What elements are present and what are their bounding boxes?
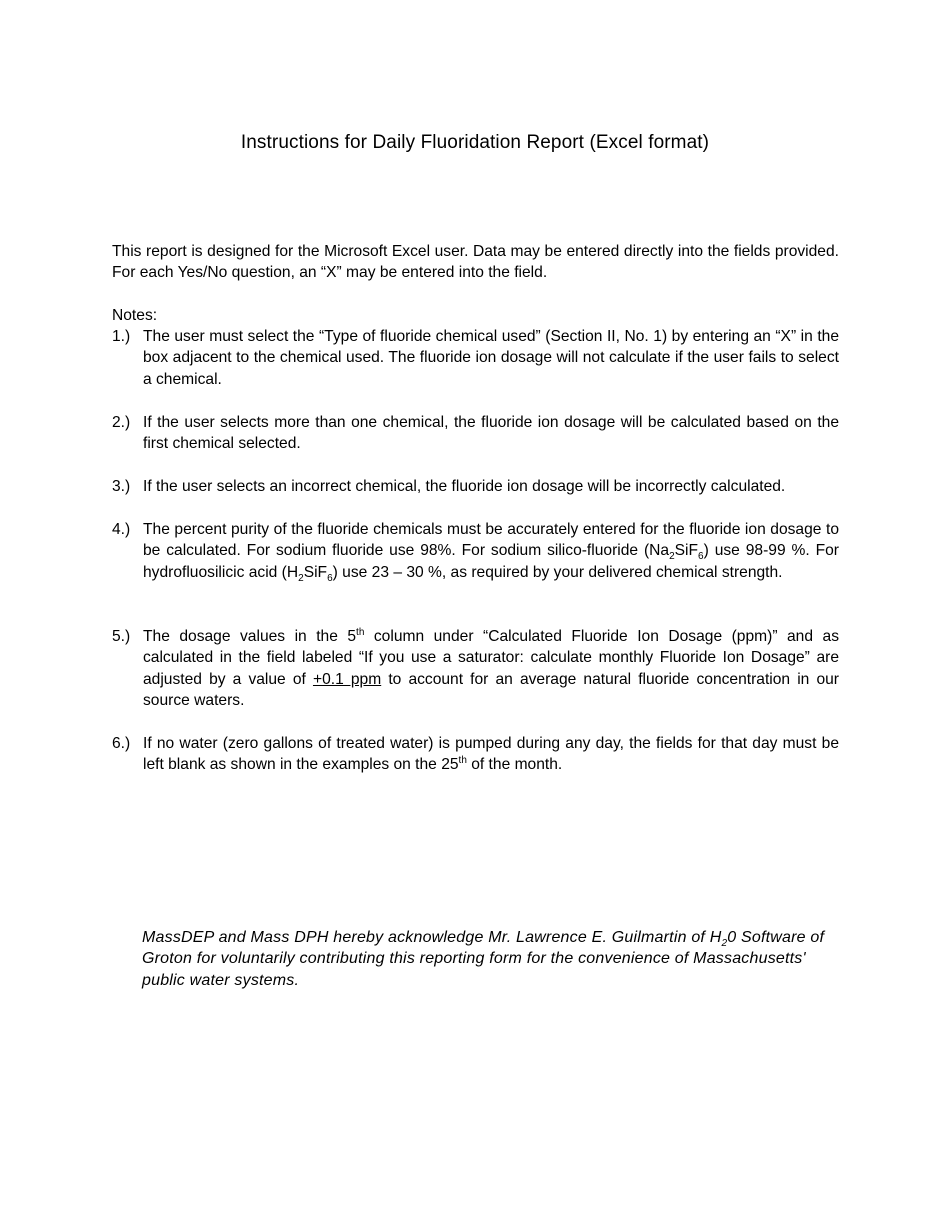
page-title: Instructions for Daily Fluoridation Report (Excel format) xyxy=(240,132,710,153)
note-text: If the user selects an incorrect chemical, the fluoride ion dosage will be incorrectly calculated. xyxy=(143,478,786,495)
note-number: 1.) xyxy=(112,328,131,345)
note-text-segment: ) use 98-99 %. For hydrofluosilicic acid (H xyxy=(143,542,839,581)
note-text-segment: SiF xyxy=(303,563,328,581)
ack-text-segment: MassDEP and Mass DPH hereby acknowledge Mr. Lawrence E. Guilmartin of H xyxy=(142,929,722,946)
subscript: 6 xyxy=(327,572,333,584)
subscript: 2 xyxy=(669,551,675,563)
note-text xyxy=(143,519,839,583)
note-number: 3.) xyxy=(112,478,131,495)
note-item xyxy=(112,519,839,583)
intro-paragraph: This report is designed for the Microsoft Excel user. Data may be entered directly into the fields provided. For each Yes/No question, an “X” may be entered into the field. xyxy=(112,243,839,282)
note-number: 5.) xyxy=(112,628,131,645)
acknowledgement xyxy=(142,927,842,991)
note-text: If the user selects more than one chemical, the fluoride ion dosage will be calculated based on the first chemical selected. xyxy=(143,414,839,453)
note-text-segment: of the month. xyxy=(466,756,563,774)
note-text-segment: The dosage values in the 5 xyxy=(143,628,357,645)
superscript: th xyxy=(458,755,467,767)
note-text-segment: SiF xyxy=(674,542,699,560)
note-text xyxy=(143,733,839,776)
note-text-segment: to account for an average natural fluoride concentration in our source waters. xyxy=(143,670,839,710)
note-text: The user must select the “Type of fluoride chemical used” (Section II, No. 1) by entering an “X” in the box adjacent to the chemical used. The fluoride ion dosage will not calculate if the user fails to select a chemical. xyxy=(143,328,839,388)
note-item xyxy=(112,476,839,497)
note-item xyxy=(112,326,839,390)
subscript: 2 xyxy=(721,938,728,950)
note-number: 2.) xyxy=(112,414,131,431)
note-item xyxy=(112,626,839,712)
subscript: 6 xyxy=(698,551,704,563)
note-text-segment: column under “Calculated Fluoride Ion Dosage (ppm)” and as calculated in the field labeled “If you use a saturator: calculate monthly Fluoride Ion Dosage” are adjusted by a value of xyxy=(143,628,839,688)
note-text-segment: The percent purity of the fluoride chemicals must be accurately entered for the fluoride ion dosage to be calculated. For sodium fluoride use 98%. For sodium silico-fluoride (Na xyxy=(143,521,839,560)
note-text-segment: If no water (zero gallons of treated water) is pumped during any day, the fields for that day must be left blank as shown in the examples on the 25 xyxy=(143,735,839,774)
note-text xyxy=(143,626,839,712)
superscript: th xyxy=(356,626,365,638)
adjustment-value: +0.1 ppm xyxy=(312,670,382,688)
note-number: 6.) xyxy=(112,735,131,752)
ack-text-segment: 0 Software of Groton for voluntarily contributing this reporting form for the convenience of Massachusetts' public water systems. xyxy=(142,929,825,989)
notes-heading: Notes: xyxy=(112,307,158,324)
note-text-segment: ) use 23 – 30 %, as required by your delivered chemical strength. xyxy=(332,563,783,581)
subscript: 2 xyxy=(298,572,304,584)
note-number: 4.) xyxy=(112,521,131,538)
note-item xyxy=(112,733,839,776)
note-item xyxy=(112,412,839,455)
